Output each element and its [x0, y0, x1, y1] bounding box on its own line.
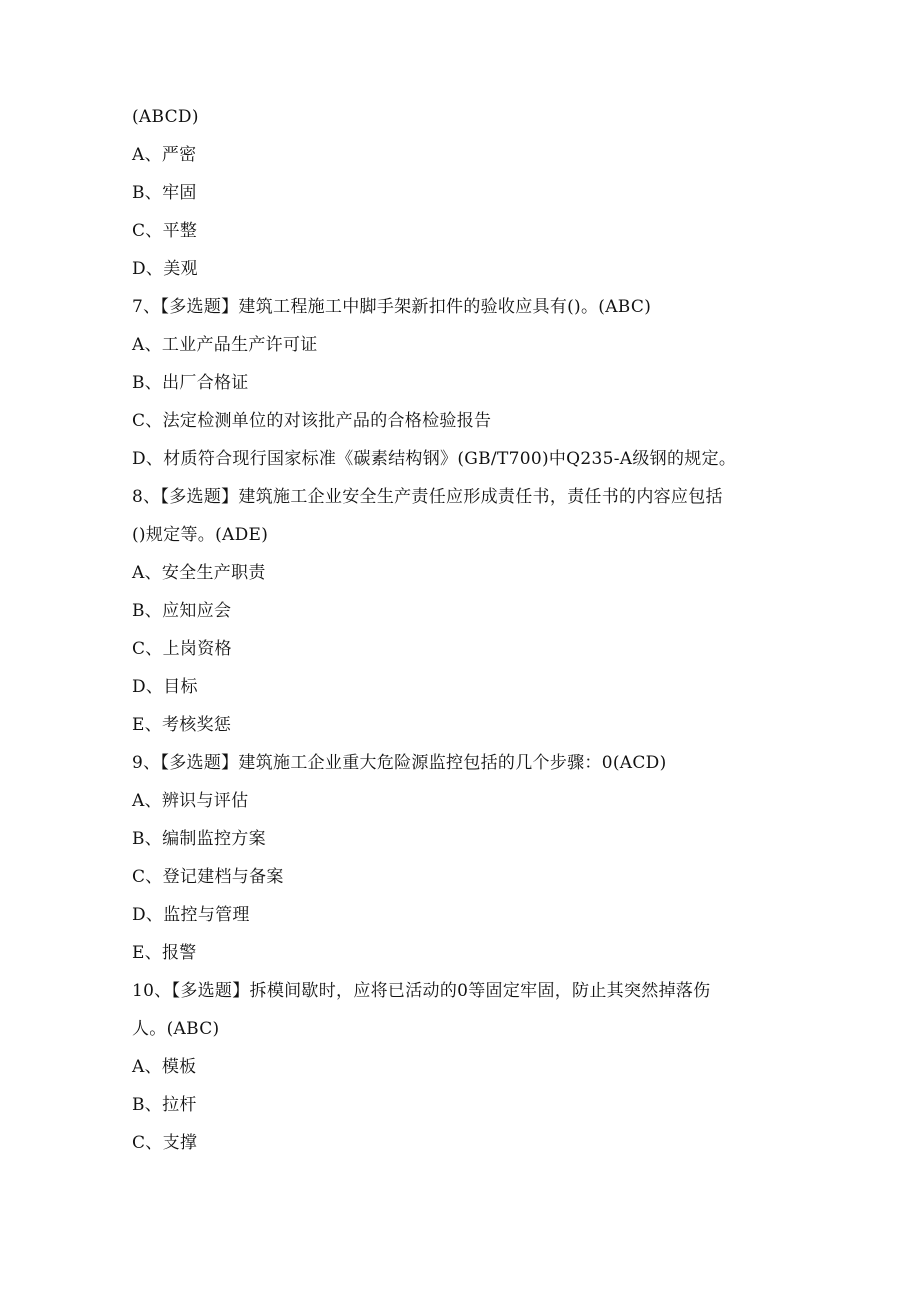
question-10-continuation: 人。(ABC) — [132, 1019, 220, 1039]
question-9-line: 9、【多选题】建筑施工企业重大危险源监控包括的几个步骤：0(ACD) — [132, 753, 667, 773]
option-line: D、监控与管理 — [132, 905, 250, 925]
answer-key-line: (ABCD) — [132, 107, 199, 127]
option-line: A、严密 — [132, 145, 197, 165]
question-10-line: 10、【多选题】拆模间歇时，应将已活动的0等固定牢固，防止其突然掉落伤 — [132, 981, 711, 1001]
option-line: B、应知应会 — [132, 601, 232, 621]
option-line: A、辨识与评估 — [132, 791, 249, 811]
question-8-line: 8、【多选题】建筑施工企业安全生产责任应形成责任书，责任书的内容应包括 — [132, 487, 723, 507]
option-line: B、出厂合格证 — [132, 373, 249, 393]
option-line: B、牢固 — [132, 183, 197, 203]
option-line: C、平整 — [132, 221, 198, 241]
question-7-line: 7、【多选题】建筑工程施工中脚手架新扣件的验收应具有()。(ABC) — [132, 297, 652, 317]
option-line: B、编制监控方案 — [132, 829, 266, 849]
option-line: E、报警 — [132, 943, 197, 963]
option-line: B、拉杆 — [132, 1095, 197, 1115]
option-line: D、材质符合现行国家标准《碳素结构钢》(GB/T700)中Q235-A级钢的规定。 — [132, 449, 737, 469]
option-line: C、支撑 — [132, 1133, 198, 1153]
question-text-block — [132, 98, 792, 1162]
option-line: D、美观 — [132, 259, 198, 279]
option-line: D、目标 — [132, 677, 198, 697]
option-line: C、上岗资格 — [132, 639, 232, 659]
option-line: A、工业产品生产许可证 — [132, 335, 318, 355]
option-line: A、模板 — [132, 1057, 197, 1077]
question-8-continuation: ()规定等。(ADE) — [132, 525, 269, 545]
option-line: C、法定检测单位的对该批产品的合格检验报告 — [132, 411, 492, 431]
option-line: C、登记建档与备案 — [132, 867, 284, 887]
option-line: A、安全生产职责 — [132, 563, 266, 583]
option-line: E、考核奖惩 — [132, 715, 232, 735]
